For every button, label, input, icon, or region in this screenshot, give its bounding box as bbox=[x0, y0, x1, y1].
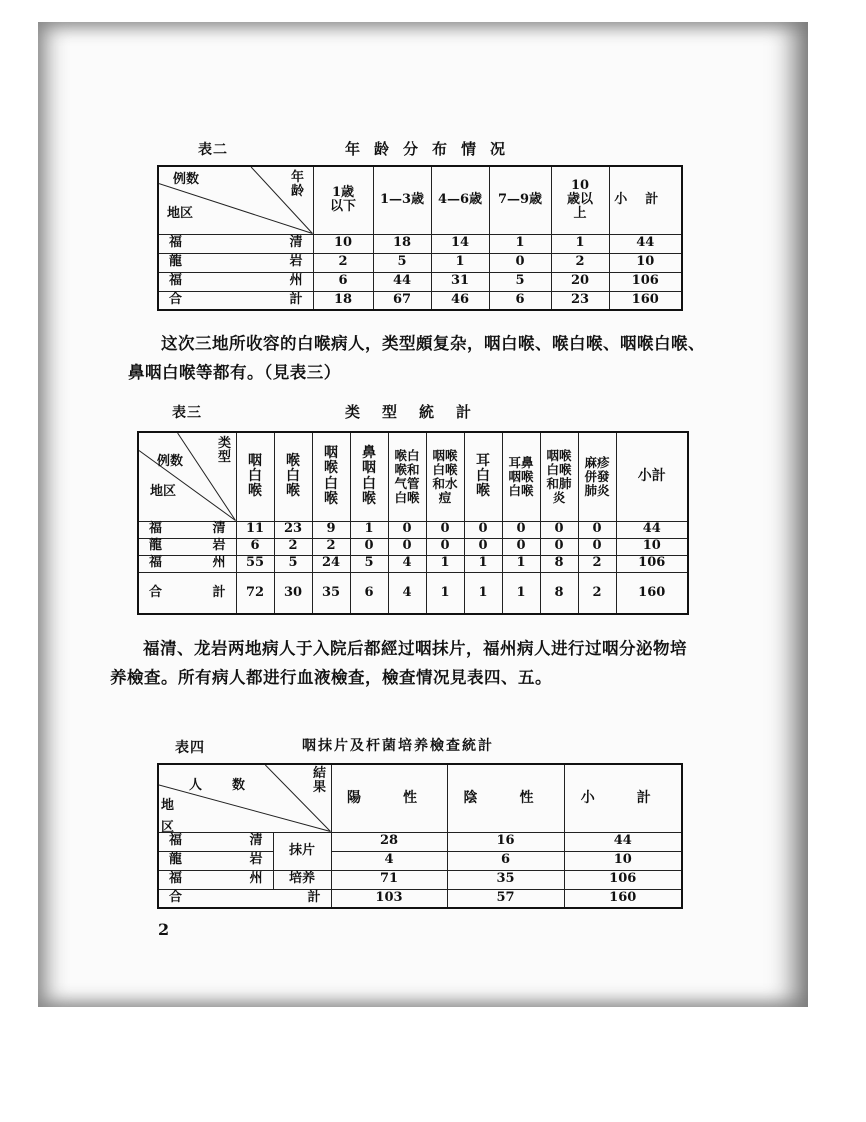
table-row bbox=[138, 521, 688, 538]
region-char: 岩 bbox=[249, 852, 263, 868]
table-cell: 20 bbox=[551, 272, 609, 291]
column-header bbox=[313, 166, 373, 234]
column-header bbox=[578, 432, 616, 521]
table-cell: 0 bbox=[426, 521, 464, 538]
table-cell: 10 bbox=[564, 851, 682, 870]
table-corner-header bbox=[158, 764, 331, 835]
region-cell bbox=[158, 272, 313, 291]
table-cell: 0 bbox=[578, 538, 616, 555]
corner-label-region: 地区 bbox=[167, 206, 194, 221]
column-header-text: 喉白喉 bbox=[286, 452, 300, 500]
table-cell: 4 bbox=[388, 555, 426, 572]
table-cell: 5 bbox=[350, 555, 388, 572]
table-cell: 0 bbox=[502, 521, 540, 538]
corner-label-count: 例数 bbox=[173, 172, 200, 187]
region-char: 計 bbox=[307, 890, 321, 906]
table-cell: 71 bbox=[331, 870, 447, 889]
column-header: 陽 性 bbox=[331, 764, 447, 832]
region-char: 計 bbox=[289, 292, 303, 308]
table-header-row bbox=[138, 432, 688, 521]
table-cell: 103 bbox=[331, 889, 447, 908]
paragraph-1: 这次三地所收容的白喉病人，类型頗复杂，咽白喉、喉白喉、咽喉白喉、鼻咽白喉等都有。（見表三） bbox=[128, 334, 705, 382]
table-cell: 1 bbox=[464, 555, 502, 572]
region-char: 計 bbox=[212, 584, 226, 600]
table-cell: 4 bbox=[331, 851, 447, 870]
paragraph-2: 福清、龙岩两地病人于入院后都經过咽抹片，福州病人进行过咽分泌物培养檢查。所有病人都进行血液檢查，檢查情况見表四、五。 bbox=[110, 639, 687, 687]
table-cell: 0 bbox=[502, 538, 540, 555]
table-row bbox=[158, 291, 682, 310]
table4-label: 表四 bbox=[175, 740, 205, 756]
table-cell: 160 bbox=[564, 889, 682, 908]
table-cell: 0 bbox=[464, 538, 502, 555]
table-cell: 55 bbox=[236, 555, 274, 572]
table-cell: 16 bbox=[447, 832, 564, 851]
table-cell: 1 bbox=[551, 234, 609, 253]
region-char: 合 bbox=[169, 292, 183, 308]
region-char: 龍 bbox=[149, 538, 163, 554]
table-cell: 2 bbox=[578, 555, 616, 572]
table-cell: 0 bbox=[540, 521, 578, 538]
table-row bbox=[138, 555, 688, 572]
corner-label-region: 地区 bbox=[149, 484, 176, 499]
table-corner-header bbox=[138, 432, 236, 521]
region-char: 清 bbox=[212, 521, 226, 537]
table-cell: 0 bbox=[388, 521, 426, 538]
corner-label-type: 类型 bbox=[217, 436, 231, 466]
smear-culture-table bbox=[157, 763, 683, 909]
region-char: 清 bbox=[249, 833, 263, 849]
column-header: 1—3歳 bbox=[373, 166, 431, 234]
table-row bbox=[158, 851, 682, 870]
corner-label-count: 人数 bbox=[189, 778, 276, 793]
table-cell: 1 bbox=[502, 572, 540, 614]
table-cell: 35 bbox=[447, 870, 564, 889]
region-char: 合 bbox=[149, 584, 163, 600]
table-row bbox=[138, 538, 688, 555]
column-header-text: 麻疹併發肺炎 bbox=[584, 455, 610, 498]
region-char: 州 bbox=[212, 555, 226, 571]
table-cell: 10 bbox=[313, 234, 373, 253]
table-cell: 2 bbox=[312, 538, 350, 555]
table-cell: 30 bbox=[274, 572, 312, 614]
table-cell: 11 bbox=[236, 521, 274, 538]
column-header bbox=[350, 432, 388, 521]
table-cell: 44 bbox=[609, 234, 682, 253]
table-cell: 57 bbox=[447, 889, 564, 908]
region-char: 岩 bbox=[289, 254, 303, 270]
table-cell: 6 bbox=[447, 851, 564, 870]
column-header-text: 耳白喉 bbox=[476, 452, 490, 500]
region-cell bbox=[158, 889, 331, 908]
region-char: 福 bbox=[169, 235, 183, 251]
table-cell: 18 bbox=[313, 291, 373, 310]
region-char: 福 bbox=[169, 833, 183, 849]
table-row bbox=[158, 889, 682, 908]
region-char: 福 bbox=[149, 555, 163, 571]
table-cell: 8 bbox=[540, 555, 578, 572]
column-header-text: 咽喉白喉和水痘 bbox=[432, 448, 458, 505]
column-header-text: 耳鼻咽喉白喉 bbox=[508, 455, 534, 498]
table3-label: 表三 bbox=[172, 405, 202, 421]
column-header-text: 咽喉白喉 bbox=[324, 444, 338, 508]
region-cell bbox=[138, 572, 236, 614]
region-char: 龍 bbox=[169, 254, 183, 270]
table-cell: 9 bbox=[312, 521, 350, 538]
table-cell: 0 bbox=[489, 253, 551, 272]
table-header-row bbox=[158, 166, 682, 234]
corner-label-count: 例数 bbox=[157, 454, 184, 469]
table-cell: 5 bbox=[274, 555, 312, 572]
region-cell bbox=[138, 521, 236, 538]
table-cell: 2 bbox=[274, 538, 312, 555]
table-header-row bbox=[158, 764, 682, 832]
table-cell: 1 bbox=[489, 234, 551, 253]
region-cell bbox=[158, 870, 273, 889]
region-char: 州 bbox=[249, 871, 263, 887]
column-header-text: 鼻咽白喉 bbox=[362, 444, 376, 508]
table-cell: 1 bbox=[502, 555, 540, 572]
region-char: 龍 bbox=[169, 852, 183, 868]
table-cell: 0 bbox=[540, 538, 578, 555]
region-char: 州 bbox=[289, 273, 303, 289]
table-cell: 0 bbox=[578, 521, 616, 538]
table-cell: 1 bbox=[426, 572, 464, 614]
table-cell: 0 bbox=[350, 538, 388, 555]
column-header bbox=[388, 432, 426, 521]
column-header: 4—6歳 bbox=[431, 166, 489, 234]
region-char: 合 bbox=[169, 890, 183, 906]
column-header-text: 咽喉白喉和肺炎 bbox=[546, 448, 572, 505]
region-cell bbox=[158, 851, 273, 870]
column-header bbox=[236, 432, 274, 521]
table-cell: 67 bbox=[373, 291, 431, 310]
table-cell: 24 bbox=[312, 555, 350, 572]
table-cell: 14 bbox=[431, 234, 489, 253]
region-char: 岩 bbox=[212, 538, 226, 554]
table-cell: 2 bbox=[551, 253, 609, 272]
region-char: 福 bbox=[169, 273, 183, 289]
table-cell: 2 bbox=[578, 572, 616, 614]
column-header: 小 計 bbox=[564, 764, 682, 832]
table-cell: 106 bbox=[616, 555, 688, 572]
region-cell bbox=[138, 538, 236, 555]
table-cell: 0 bbox=[426, 538, 464, 555]
table-cell: 6 bbox=[236, 538, 274, 555]
table-cell: 160 bbox=[609, 291, 682, 310]
table-cell: 44 bbox=[564, 832, 682, 851]
type-statistics-table bbox=[137, 431, 689, 615]
table-cell: 1 bbox=[426, 555, 464, 572]
region-cell bbox=[158, 291, 313, 310]
table-cell: 28 bbox=[331, 832, 447, 851]
column-header: 陰 性 bbox=[447, 764, 564, 832]
region-cell bbox=[158, 234, 313, 253]
table-cell: 8 bbox=[540, 572, 578, 614]
column-header bbox=[551, 166, 609, 234]
table-row bbox=[158, 832, 682, 851]
corner-label-age: 年龄 bbox=[290, 170, 304, 200]
method-cell: 抹片 bbox=[273, 832, 331, 870]
table3-title: 类型統計 bbox=[345, 403, 494, 421]
table-cell: 35 bbox=[312, 572, 350, 614]
table-row bbox=[158, 272, 682, 291]
column-header: 7—9歳 bbox=[489, 166, 551, 234]
age-distribution-table bbox=[157, 165, 683, 311]
page-number: 2 bbox=[158, 920, 170, 939]
column-header-text: 喉白喉和气管白喉 bbox=[394, 448, 420, 505]
table-cell: 5 bbox=[373, 253, 431, 272]
table-cell: 72 bbox=[236, 572, 274, 614]
column-header-text: 小計 bbox=[637, 468, 666, 485]
table-cell: 106 bbox=[564, 870, 682, 889]
column-header: 小計 bbox=[609, 166, 682, 234]
table-cell: 18 bbox=[373, 234, 431, 253]
table-cell: 160 bbox=[616, 572, 688, 614]
region-cell bbox=[158, 253, 313, 272]
table-cell: 6 bbox=[313, 272, 373, 291]
table-cell: 0 bbox=[464, 521, 502, 538]
table-cell: 106 bbox=[609, 272, 682, 291]
column-header-text: 咽白喉 bbox=[248, 452, 262, 500]
column-header bbox=[426, 432, 464, 521]
column-header bbox=[274, 432, 312, 521]
table-row bbox=[138, 572, 688, 614]
table-cell: 1 bbox=[350, 521, 388, 538]
corner-label-region: 地区 bbox=[161, 798, 195, 835]
table-row bbox=[158, 870, 682, 889]
column-header bbox=[312, 432, 350, 521]
table-cell: 10 bbox=[609, 253, 682, 272]
table-cell: 1 bbox=[464, 572, 502, 614]
table-cell: 2 bbox=[313, 253, 373, 272]
column-header bbox=[616, 432, 688, 521]
region-char: 福 bbox=[149, 521, 163, 537]
region-char: 福 bbox=[169, 871, 183, 887]
table-cell: 4 bbox=[388, 572, 426, 614]
table-cell: 0 bbox=[388, 538, 426, 555]
table2-label: 表二 bbox=[198, 142, 228, 158]
table-cell: 31 bbox=[431, 272, 489, 291]
table-cell: 44 bbox=[373, 272, 431, 291]
column-header bbox=[464, 432, 502, 521]
table-row bbox=[158, 253, 682, 272]
corner-label-result: 結果 bbox=[312, 766, 326, 796]
column-header-text: 1歳以下 bbox=[329, 184, 356, 215]
table-cell: 6 bbox=[489, 291, 551, 310]
column-header bbox=[540, 432, 578, 521]
table-cell: 23 bbox=[274, 521, 312, 538]
table-corner-header bbox=[158, 166, 313, 234]
column-header-text: 10歳以上 bbox=[566, 177, 593, 222]
table4-title: 咽抹片及杆菌培养檢查統計 bbox=[302, 738, 494, 754]
table-cell: 44 bbox=[616, 521, 688, 538]
table-cell: 23 bbox=[551, 291, 609, 310]
table-cell: 10 bbox=[616, 538, 688, 555]
table2-title: 年龄分布情况 bbox=[345, 140, 520, 158]
table-cell: 1 bbox=[431, 253, 489, 272]
table-cell: 6 bbox=[350, 572, 388, 614]
table-cell: 46 bbox=[431, 291, 489, 310]
method-cell: 培养 bbox=[273, 870, 331, 889]
region-cell bbox=[138, 555, 236, 572]
table-cell: 5 bbox=[489, 272, 551, 291]
table-row bbox=[158, 234, 682, 253]
region-char: 清 bbox=[289, 235, 303, 251]
column-header bbox=[502, 432, 540, 521]
